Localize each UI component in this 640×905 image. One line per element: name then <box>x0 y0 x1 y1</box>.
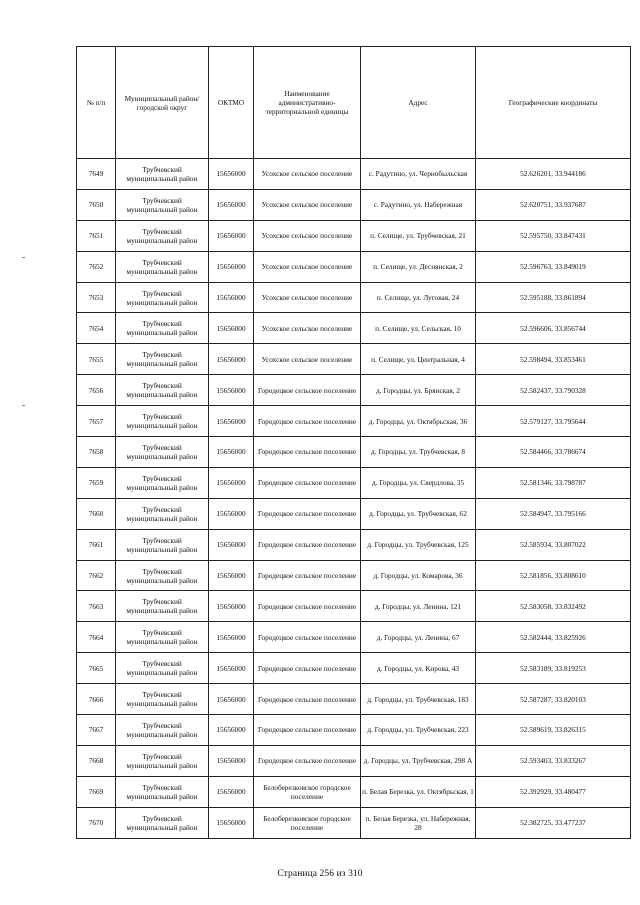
cell-district: Трубчевский муниципальный район <box>116 189 209 220</box>
cell-district: Трубчевский муниципальный район <box>116 622 209 653</box>
header-oktmo: ОКТМО <box>209 47 254 159</box>
header-admin-unit: Наименование административно-территориальной единицы <box>254 47 361 159</box>
cell-oktmo: 15656000 <box>209 715 254 746</box>
cell-number: 7667 <box>77 715 116 746</box>
cell-admin-unit: Белоберезковское городское поселение <box>254 807 361 838</box>
cell-district: Трубчевский муниципальный район <box>116 591 209 622</box>
cell-admin-unit: Городецкое сельское поселение <box>254 375 361 406</box>
cell-oktmo: 15656000 <box>209 251 254 282</box>
table-row <box>77 189 631 220</box>
cell-number: 7656 <box>77 375 116 406</box>
cell-address: п. Селище, ул. Центральная, 4 <box>361 344 476 375</box>
cell-district: Трубчевский муниципальный район <box>116 313 209 344</box>
page-footer: Страница 256 из 310 <box>277 869 363 879</box>
cell-address: д. Городцы, ул. Трубчевская, 298 А <box>361 745 476 776</box>
cell-coordinates: 52.584947, 33.795166 <box>476 498 631 529</box>
cell-address: д. Городцы, ул. Свердлова, 35 <box>361 467 476 498</box>
cell-number: 7661 <box>77 529 116 560</box>
table-row <box>77 622 631 653</box>
table-row <box>77 715 631 746</box>
header-coordinates: Географические координаты <box>476 47 631 159</box>
margin-mark <box>22 257 25 258</box>
cell-admin-unit: Усохское сельское поселение <box>254 189 361 220</box>
cell-oktmo: 15656000 <box>209 622 254 653</box>
cell-oktmo: 15656000 <box>209 467 254 498</box>
table-row <box>77 776 631 807</box>
cell-address: д. Городцы, ул. Трубчевская, 183 <box>361 684 476 715</box>
cell-admin-unit: Усохское сельское поселение <box>254 220 361 251</box>
cell-admin-unit: Городецкое сельское поселение <box>254 437 361 468</box>
cell-number: 7669 <box>77 776 116 807</box>
cell-district: Трубчевский муниципальный район <box>116 375 209 406</box>
cell-coordinates: 52.596606, 33.856744 <box>476 313 631 344</box>
table-row <box>77 591 631 622</box>
cell-coordinates: 52.585934, 33.807022 <box>476 529 631 560</box>
cell-district: Трубчевский муниципальный район <box>116 344 209 375</box>
table-row <box>77 406 631 437</box>
cell-oktmo: 15656000 <box>209 591 254 622</box>
cell-coordinates: 52.598494, 33.853461 <box>476 344 631 375</box>
cell-address: д. Городцы, ул. Ленина, 67 <box>361 622 476 653</box>
table-header <box>77 47 631 159</box>
cell-coordinates: 52.620751, 33.937687 <box>476 189 631 220</box>
cell-number: 7663 <box>77 591 116 622</box>
cell-admin-unit: Усохское сельское поселение <box>254 251 361 282</box>
cell-admin-unit: Усохское сельское поселение <box>254 344 361 375</box>
table-row <box>77 653 631 684</box>
cell-coordinates: 52.595750, 33.847431 <box>476 220 631 251</box>
table-row <box>77 344 631 375</box>
cell-district: Трубчевский муниципальный район <box>116 807 209 838</box>
cell-district: Трубчевский муниципальный район <box>116 560 209 591</box>
cell-number: 7658 <box>77 437 116 468</box>
header-number: № п/п <box>77 47 116 159</box>
cell-admin-unit: Городецкое сельское поселение <box>254 529 361 560</box>
cell-district: Трубчевский муниципальный район <box>116 159 209 190</box>
table-row <box>77 437 631 468</box>
cell-oktmo: 15656000 <box>209 498 254 529</box>
cell-coordinates: 52.593403, 33.833267 <box>476 745 631 776</box>
cell-district: Трубчевский муниципальный район <box>116 745 209 776</box>
table-row <box>77 220 631 251</box>
cell-number: 7666 <box>77 684 116 715</box>
cell-oktmo: 15656000 <box>209 406 254 437</box>
cell-number: 7653 <box>77 282 116 313</box>
header-district: Муниципальный район/городской округ <box>116 47 209 159</box>
cell-district: Трубчевский муниципальный район <box>116 220 209 251</box>
cell-address: д. Городцы, ул. Октябрьская, 36 <box>361 406 476 437</box>
cell-address: д. Городцы, ул. Трубчевская, 62 <box>361 498 476 529</box>
cell-number: 7657 <box>77 406 116 437</box>
table-row <box>77 560 631 591</box>
cell-number: 7654 <box>77 313 116 344</box>
cell-coordinates: 52.584466, 33.786674 <box>476 437 631 468</box>
header-address: Адрес <box>361 47 476 159</box>
cell-address: д. Городцы, ул. Комарова, 36 <box>361 560 476 591</box>
cell-oktmo: 15656000 <box>209 653 254 684</box>
cell-number: 7652 <box>77 251 116 282</box>
cell-coordinates: 52.581856, 33.808610 <box>476 560 631 591</box>
cell-address: п. Белая Березка, ул. Октябрьская, 1 <box>361 776 476 807</box>
table-row <box>77 498 631 529</box>
table-row <box>77 251 631 282</box>
cell-oktmo: 15656000 <box>209 684 254 715</box>
cell-district: Трубчевский муниципальный район <box>116 684 209 715</box>
cell-address: п. Селище, ул. Сельская, 10 <box>361 313 476 344</box>
cell-number: 7649 <box>77 159 116 190</box>
cell-number: 7670 <box>77 807 116 838</box>
cell-oktmo: 15656000 <box>209 529 254 560</box>
cell-oktmo: 15656000 <box>209 560 254 591</box>
cell-coordinates: 52.589619, 33.826315 <box>476 715 631 746</box>
cell-district: Трубчевский муниципальный район <box>116 467 209 498</box>
table-row <box>77 467 631 498</box>
cell-oktmo: 15656000 <box>209 344 254 375</box>
cell-admin-unit: Городецкое сельское поселение <box>254 653 361 684</box>
cell-district: Трубчевский муниципальный район <box>116 251 209 282</box>
table-row <box>77 375 631 406</box>
cell-number: 7651 <box>77 220 116 251</box>
cell-oktmo: 15656000 <box>209 189 254 220</box>
cell-admin-unit: Городецкое сельское поселение <box>254 406 361 437</box>
cell-district: Трубчевский муниципальный район <box>116 653 209 684</box>
cell-admin-unit: Городецкое сельское поселение <box>254 498 361 529</box>
cell-address: п. Селище, ул. Трубчевская, 21 <box>361 220 476 251</box>
cell-address: д. Городцы, ул. Трубчевская, 125 <box>361 529 476 560</box>
cell-address: д. Городцы, ул. Трубчевская, 223 <box>361 715 476 746</box>
cell-district: Трубчевский муниципальный район <box>116 282 209 313</box>
cell-address: д. Городцы, ул. Брянская, 2 <box>361 375 476 406</box>
cell-admin-unit: Усохское сельское поселение <box>254 282 361 313</box>
cell-admin-unit: Усохское сельское поселение <box>254 159 361 190</box>
cell-district: Трубчевский муниципальный район <box>116 406 209 437</box>
cell-admin-unit: Городецкое сельское поселение <box>254 467 361 498</box>
cell-address: п. Селище, ул. Деснянская, 2 <box>361 251 476 282</box>
cell-oktmo: 15656000 <box>209 159 254 190</box>
table-row <box>77 282 631 313</box>
cell-coordinates: 52.583058, 33.832492 <box>476 591 631 622</box>
cell-district: Трубчевский муниципальный район <box>116 776 209 807</box>
cell-number: 7664 <box>77 622 116 653</box>
margin-mark <box>22 405 25 406</box>
cell-district: Трубчевский муниципальный район <box>116 437 209 468</box>
cell-number: 7668 <box>77 745 116 776</box>
cell-address: п. Селище, ул. Луговая, 24 <box>361 282 476 313</box>
cell-address: п. Белая Березка, ул. Набережная, 28 <box>361 807 476 838</box>
cell-coordinates: 52.382725, 33.477237 <box>476 807 631 838</box>
table-row <box>77 529 631 560</box>
cell-coordinates: 52.582444, 33.825926 <box>476 622 631 653</box>
cell-oktmo: 15656000 <box>209 220 254 251</box>
cell-address: д. Городцы, ул. Трубчевская, 8 <box>361 437 476 468</box>
cell-coordinates: 52.626201, 33.944186 <box>476 159 631 190</box>
cell-admin-unit: Городецкое сельское поселение <box>254 591 361 622</box>
table-row <box>77 159 631 190</box>
cell-admin-unit: Городецкое сельское поселение <box>254 684 361 715</box>
table-row <box>77 684 631 715</box>
cell-oktmo: 15656000 <box>209 313 254 344</box>
cell-coordinates: 52.392929, 33.480477 <box>476 776 631 807</box>
registry-table <box>76 46 631 839</box>
cell-admin-unit: Белоберезковское городское поселение <box>254 776 361 807</box>
cell-number: 7659 <box>77 467 116 498</box>
cell-coordinates: 52.595188, 33.861894 <box>476 282 631 313</box>
cell-coordinates: 52.587287, 33.820103 <box>476 684 631 715</box>
cell-district: Трубчевский муниципальный район <box>116 529 209 560</box>
cell-number: 7665 <box>77 653 116 684</box>
cell-oktmo: 15656000 <box>209 807 254 838</box>
table-row <box>77 313 631 344</box>
cell-oktmo: 15656000 <box>209 375 254 406</box>
cell-oktmo: 15656000 <box>209 437 254 468</box>
cell-address: д. Городцы, ул. Ленина, 121 <box>361 591 476 622</box>
header-row <box>77 47 631 159</box>
cell-number: 7655 <box>77 344 116 375</box>
cell-admin-unit: Усохское сельское поселение <box>254 313 361 344</box>
table-row <box>77 807 631 838</box>
cell-admin-unit: Городецкое сельское поселение <box>254 715 361 746</box>
cell-admin-unit: Городецкое сельское поселение <box>254 560 361 591</box>
cell-district: Трубчевский муниципальный район <box>116 715 209 746</box>
cell-number: 7650 <box>77 189 116 220</box>
cell-oktmo: 15656000 <box>209 776 254 807</box>
cell-coordinates: 52.596763, 33.849019 <box>476 251 631 282</box>
cell-coordinates: 52.583189, 33.819253 <box>476 653 631 684</box>
cell-address: с. Радутино, ул. Чернобыльская <box>361 159 476 190</box>
cell-number: 7662 <box>77 560 116 591</box>
cell-oktmo: 15656000 <box>209 745 254 776</box>
cell-admin-unit: Городецкое сельское поселение <box>254 745 361 776</box>
cell-admin-unit: Городецкое сельское поселение <box>254 622 361 653</box>
cell-coordinates: 52.582437, 33.790328 <box>476 375 631 406</box>
cell-number: 7660 <box>77 498 116 529</box>
table-body <box>77 159 631 839</box>
cell-address: с. Радутино, ул. Набережная <box>361 189 476 220</box>
cell-coordinates: 52.579127, 33.795644 <box>476 406 631 437</box>
cell-oktmo: 15656000 <box>209 282 254 313</box>
cell-district: Трубчевский муниципальный район <box>116 498 209 529</box>
table-row <box>77 745 631 776</box>
cell-coordinates: 52.581346, 33.798787 <box>476 467 631 498</box>
cell-address: д. Городцы, ул. Кирова, 43 <box>361 653 476 684</box>
